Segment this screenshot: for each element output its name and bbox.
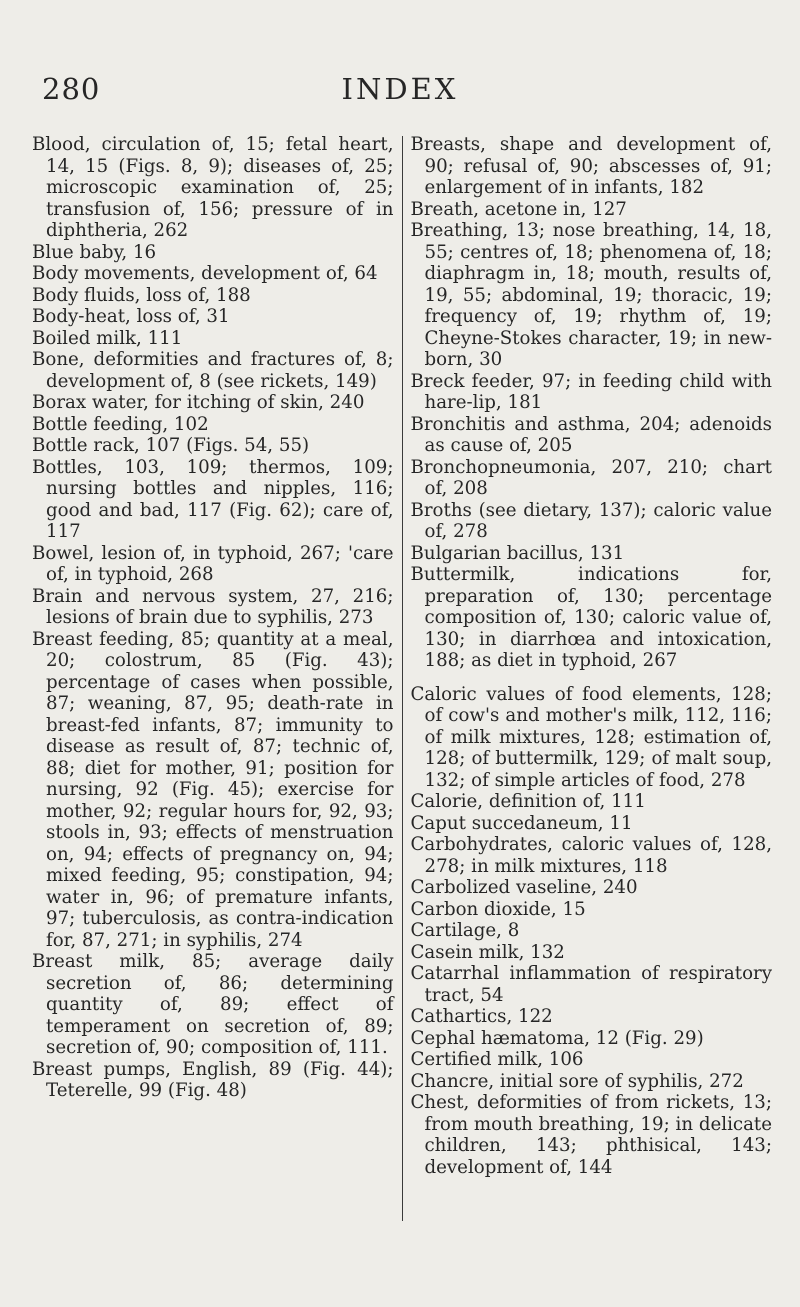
index-entry: Carbolized vaseline, 240 (410, 877, 638, 898)
index-entry: Breathing, 13; nose breathing, 14, 18, 55; centres of, 18; phenomena of, 18; diaphragm in, 18; mouth, results of, 19, 55; abdominal, 19; thoracic, 19; frequency of, 19; rhythm of, 19; Cheyne-Stokes character, 19; in new-born, 30 (410, 220, 772, 370)
index-entry: Certified milk, 106 (410, 1049, 584, 1070)
index-entry: Caloric values of food elements, 128; of cow's and mother's milk, 112, 116; of milk mixtures, 128; estimation of, 128; of buttermilk, 129; of malt soup, 132; of simple articles of food, 278 (410, 683, 772, 791)
index-entry: Chest, deformities of from rickets, 13; from mouth breathing, 19; in delicate children, 143; phthisical, 143; development of, 144 (410, 1092, 772, 1178)
page-header (40, 72, 760, 112)
index-entry: Boiled milk, 111 (32, 327, 183, 349)
index-entry: Body-heat, loss of, 31 (32, 306, 230, 327)
index-entry: Chancre, initial sore of syphilis, 272 (410, 1070, 744, 1092)
index-entry: Breast feeding, 85; quantity at a meal, 20; colostrum, 85 (Fig. 43); percentage of cases when possible, 87; weaning, 87, 95; death-rate in breast-fed infants, 87; immunity to disease as result of, 87; technic of, 88; diet for mother, 91; position for nursing, 92 (Fig. 45); exercise for mother, 92; regular hours for, 92, 93; stools in, 93; effects of menstruation on, 94; effects of pregnancy on, 94; mixed feeding, 95; constipation, 94; water in, 96; of premature infants, 97; tuberculosis, as contra-indication for, 87, 271; in syphilis, 274 (32, 628, 394, 951)
index-entry: Breast milk, 85; average daily secretion of, 86; determining quantity of, 89; effect of temperament on secretion of, 89; secretion of, 90; composition of, 111. (32, 951, 394, 1058)
index-entry: Bronchitis and asthma, 204; adenoids as cause of, 205 (410, 413, 772, 456)
page-number: 280 (42, 72, 101, 106)
index-entry: Broths (see dietary, 137); caloric value of, 278 (410, 499, 772, 542)
index-entry: Cephal hæmatoma, 12 (Fig. 29) (410, 1027, 704, 1049)
index-entry: Breast pumps, English, 89 (Fig. 44); Teterelle, 99 (Fig. 48) (32, 1058, 394, 1101)
index-entry: Blue baby, 16 (32, 241, 157, 263)
index-entry: Breasts, shape and development of, 90; refusal of, 90; abscesses of, 91; enlargement of in infants, 182 (410, 134, 772, 198)
index-entry: Catarrhal inflammation of respiratory tract, 54 (410, 963, 772, 1006)
index-entry: Blood, circulation of, 15; fetal heart, 14, 15 (Figs. 8, 9); diseases of, 25; microscopic examination of, 25; transfusion of, 156; pressure of in diphtheria, 262 (32, 134, 394, 241)
index-entry: Bone, deformities and fractures of, 8; development of, 8 (see rickets, 149) (32, 349, 394, 392)
index-entry: Brain and nervous system, 27, 216; lesions of brain due to syphilis, 273 (32, 585, 394, 628)
index-entry: Bottle rack, 107 (Figs. 54, 55) (32, 435, 310, 456)
index-entry: Body movements, development of, 64 (32, 263, 378, 284)
index-columns (32, 134, 772, 1221)
index-entry: Caput succedaneum, 11 (410, 812, 633, 834)
index-entry: Breck feeder, 97; in feeding child with hare-lip, 181 (410, 370, 772, 413)
index-entry: Bottle feeding, 102 (32, 413, 209, 435)
index-entry: Carbon dioxide, 15 (410, 898, 586, 920)
index-entry: Bronchopneumonia, 207, 210; chart of, 208 (410, 456, 772, 499)
index-entry: Body fluids, loss of, 188 (32, 284, 251, 306)
index-entry: Buttermilk, indications for, preparation of, 130; percentage composition of, 130; caloric value of, 130; in diarrhœa and intoxication, 188; as diet in typhoid, 267 (410, 564, 772, 671)
index-entry: Carbohydrates, caloric values of, 128, 278; in milk mixtures, 118 (410, 834, 772, 877)
left-column (32, 134, 402, 1221)
index-entry: Bulgarian bacillus, 131 (410, 542, 625, 564)
running-title: INDEX (341, 72, 459, 106)
index-entry: Borax water, for itching of skin, 240 (32, 392, 365, 413)
index-entry: Cathartics, 122 (410, 1006, 553, 1027)
right-column (403, 134, 773, 1221)
index-entry: Calorie, definition of, 111 (410, 791, 646, 812)
index-entry: Bowel, lesion of, in typhoid, 267; 'care of, in typhoid, 268 (32, 542, 394, 585)
index-entry: Cartilage, 8 (410, 920, 520, 941)
index-entry: Breath, acetone in, 127 (410, 198, 627, 220)
index-entry: Casein milk, 132 (410, 941, 565, 963)
index-entry: Bottles, 103, 109; thermos, 109; nursing bottles and nipples, 116; good and bad, 117 (Fig. 62); care of, 117 (32, 456, 394, 542)
